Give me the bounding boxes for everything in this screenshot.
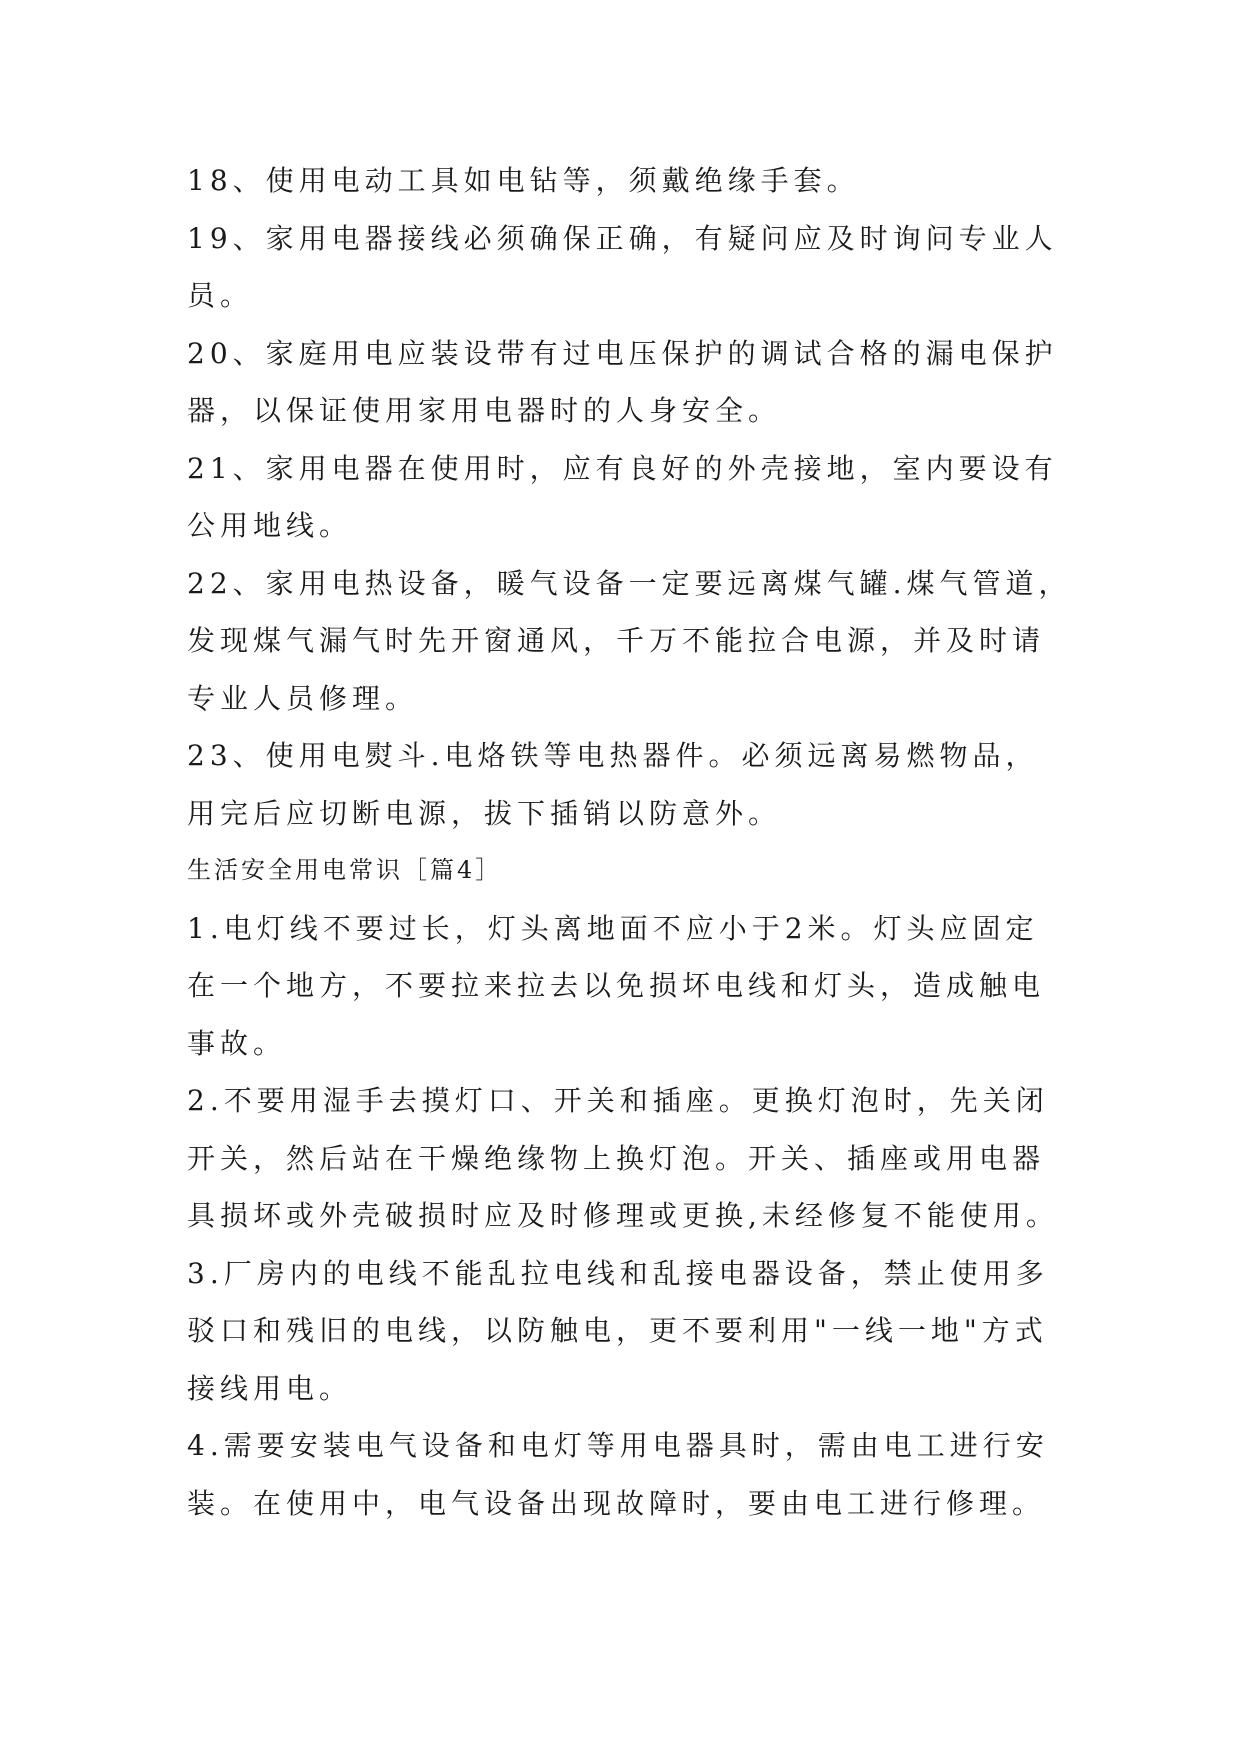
text-line: 接线用电。 [187, 1371, 353, 1405]
text-line: 23、使用电熨斗.电烙铁等电热器件。必须远离易燃物品， [187, 739, 1039, 772]
text-line: 装。在使用中，电气设备出现故障时，要由电工进行修理。 [187, 1486, 1046, 1520]
text-line: 用完后应切断电源，拔下插销以防意外。 [187, 796, 782, 830]
text-line: 驳口和残旧的电线，以防触电，更不要利用"一线一地"方式 [187, 1314, 1048, 1347]
text-line: 具损坏或外壳破损时应及时修理或更换,未经修复不能使用。 [187, 1199, 1059, 1232]
paragraph-item-18 [187, 152, 1067, 210]
text-line: 3.厂房内的电线不能乱拉电线和乱接电器设备，禁止使用多 [187, 1256, 1049, 1290]
text-line: 22、家用电热设备，暖气设备一定要远离煤气罐.煤气管道， [187, 566, 1072, 600]
section-paragraph-2 [187, 1072, 1067, 1245]
text-line: 18、使用电动工具如电钻等，须戴绝缘手套。 [187, 164, 860, 197]
text-line: 在一个地方，不要拉来拉去以免损坏电线和灯头，造成触电 [187, 969, 1046, 1002]
paragraph-item-19 [187, 210, 1067, 325]
text-line: 员。 [187, 279, 254, 312]
paragraph-item-23 [187, 727, 1067, 842]
text-line: 器，以保证使用家用电器时的人身安全。 [187, 394, 782, 427]
section-paragraph-3 [187, 1245, 1067, 1418]
text-line: 21、家用电器在使用时，应有良好的外壳接地，室内要设有 [187, 451, 1058, 485]
paragraph-item-20 [187, 325, 1067, 440]
text-line: 开关，然后站在干燥绝缘物上换灯泡。开关、插座或用电器 [187, 1141, 1046, 1175]
paragraph-item-22 [187, 555, 1072, 728]
text-line: 发现煤气漏气时先开窗通风，千万不能拉合电源，并及时请 [187, 624, 1046, 657]
text-line: 1.电灯线不要过长，灯头离地面不应小于2米。灯头应固定 [187, 911, 1039, 945]
text-line: 19、家用电器接线必须确保正确，有疑问应及时询问专业人 [187, 221, 1058, 255]
text-line: 事故。 [187, 1026, 287, 1060]
text-line: 4.需要安装电气设备和电灯等用电器具时，需由电工进行安 [187, 1429, 1049, 1462]
text-line: 公用地线。 [187, 509, 353, 542]
text-line: 专业人员修理。 [187, 681, 419, 715]
section-heading: 生活安全用电常识［篇4］ [187, 856, 503, 884]
section-paragraph-4 [187, 1417, 1067, 1532]
section-paragraph-1 [187, 900, 1067, 1073]
paragraph-item-21 [187, 440, 1067, 555]
text-line: 20、家庭用电应装设带有过电压保护的调试合格的漏电保护 [187, 336, 1058, 370]
text-line: 2.不要用湿手去摸灯口、开关和插座。更换灯泡时，先关闭 [187, 1084, 1049, 1117]
document-body [187, 152, 1072, 1532]
